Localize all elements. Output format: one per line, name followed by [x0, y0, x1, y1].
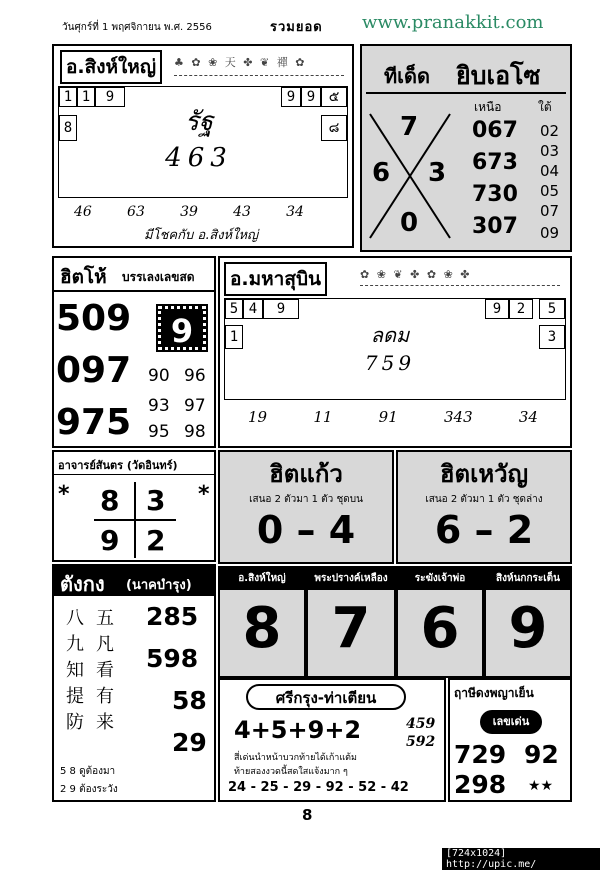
sikrung-panel — [218, 678, 446, 802]
expert-4-name: สิงห์นกกระเต็น — [486, 568, 570, 590]
tangkong-value-4: 29 — [172, 728, 207, 757]
sunthon-cell-2: 3 — [146, 484, 166, 517]
mahasubin-side-right: 3 — [539, 325, 565, 349]
hidho-panel — [52, 256, 216, 448]
singyai-num-3: 39 — [180, 204, 198, 220]
tangkong-note-1: 5 8 ดูต้องมา — [60, 766, 116, 777]
singyai-tr-2: 9 — [301, 87, 321, 107]
tangkong-note-2: 2 9 ต้องระวัง — [60, 784, 118, 795]
mahasubin-number: 759 — [364, 351, 416, 375]
ruesi-line1b: 92 — [524, 740, 559, 769]
tided-panel — [360, 44, 572, 252]
singyai-num-2: 63 — [127, 204, 145, 220]
mahasubin-num-1: 19 — [248, 408, 268, 426]
hitkhwan-title: ฮิตเหวัญ — [439, 460, 529, 488]
mahasubin-tr-1: 9 — [485, 299, 509, 319]
hidho-subtitle: บรรเลงเลขสด — [122, 270, 195, 284]
singyai-decor: ♣ ✿ ❀ 天 ✤ ❦ 禪 ✿ — [174, 54, 344, 76]
tangkong-cl-2: 九 — [66, 634, 84, 655]
hitkaew-title: ฮิตแก้ว — [269, 460, 343, 488]
sunthon-cell-3: 9 — [100, 524, 120, 557]
watermark[interactable]: [724x1024] http://upic.me/ — [442, 848, 600, 870]
header-website[interactable]: www.pranakkit.com — [362, 12, 544, 33]
singyai-panel — [52, 44, 354, 248]
sikrung-side-1: 459 — [406, 716, 436, 732]
hidho-pair-2b: 97 — [184, 396, 206, 416]
mahasubin-panel — [218, 256, 572, 448]
tided-south-2: 03 — [540, 142, 560, 160]
singyai-footer: มีโชคกับ อ.สิงห์ใหญ่ — [144, 228, 259, 243]
tided-divider — [366, 92, 566, 94]
mahasubin-num-3: 91 — [378, 408, 398, 426]
tided-north-4: 307 — [472, 214, 518, 239]
hidho-pair-3a: 95 — [148, 422, 170, 442]
sunthon-star-left: * — [58, 482, 70, 507]
sunthon-panel — [52, 450, 216, 562]
expert-1 — [218, 566, 306, 678]
header-date: วันศุกร์ที่ 1 พฤศจิกายน พ.ศ. 2556 — [62, 22, 212, 33]
mahasubin-tr-2: 2 — [509, 299, 533, 319]
singyai-title: อ.สิงห์ใหญ่ — [60, 50, 162, 84]
singyai-side-left: 8 — [59, 115, 77, 141]
hitkhwan-subtitle: เสนอ 2 ตัวมา 1 ตัว ชุดล่าง — [425, 494, 543, 505]
mahasubin-num-5: 34 — [518, 408, 538, 426]
expert-2-name: พระปรางค์เหลือง — [308, 568, 394, 590]
ruesi-badge: เลขเด่น — [480, 710, 542, 734]
sikrung-note-1: สี่เด่นนำหน้าบวกท้ายได้เก้าแต้ม — [234, 753, 357, 763]
mahasubin-word: ลดม — [370, 323, 410, 347]
tangkong-panel — [52, 564, 216, 802]
hidho-pair-3b: 98 — [184, 422, 206, 442]
tangkong-cr-4: 有 — [96, 686, 114, 707]
tangkong-title: ตังกง — [60, 572, 105, 596]
tided-north-3: 730 — [472, 182, 518, 207]
singyai-tl-1: 1 — [59, 87, 77, 107]
hitkaew-value: 0 – 4 — [256, 508, 356, 552]
sikrung-formula: 4+5+9+2 — [234, 716, 362, 744]
tangkong-value-3: 58 — [172, 686, 207, 715]
mahasubin-tr-3: 5 — [539, 299, 565, 319]
tangkong-cl-5: 防 — [66, 712, 84, 733]
expert-4 — [484, 566, 572, 678]
tangkong-cl-4: 提 — [66, 686, 84, 707]
tided-south-6: 09 — [540, 224, 560, 242]
hitkaew-subtitle: เสนอ 2 ตัวมา 1 ตัว ชุดบน — [249, 494, 363, 505]
expert-1-name: อ.สิงห์ใหญ่ — [220, 568, 304, 590]
tided-south-1: 02 — [540, 122, 560, 140]
expert-1-digit: 8 — [242, 596, 282, 661]
tided-north-2: 673 — [472, 150, 518, 175]
tangkong-cr-2: 凡 — [96, 634, 114, 655]
tided-south-3: 04 — [540, 162, 560, 180]
sunthon-title: อาจารย์สันตร (วัดอินทร์) — [58, 459, 178, 472]
mahasubin-num-4: 343 — [443, 408, 473, 426]
singyai-tr-1: 9 — [281, 87, 301, 107]
ruesi-line2: 298 — [454, 770, 507, 799]
singyai-numbers — [74, 204, 344, 220]
tided-north-1: 067 — [472, 118, 518, 143]
singyai-number: 463 — [165, 143, 233, 173]
tided-title-right: ยิบเอโซ — [456, 61, 541, 90]
singyai-word: รัฐ — [184, 107, 214, 137]
tided-col-south: ใต้ — [538, 100, 552, 114]
hitkhwan-panel — [396, 450, 572, 564]
mahasubin-tl-3: 9 — [263, 299, 299, 319]
singyai-side-right: ๘ — [321, 115, 347, 141]
ruesi-title: ฤาษีดงพญาเย็น — [454, 686, 534, 700]
expert-3 — [396, 566, 484, 678]
hitkaew-panel — [218, 450, 394, 564]
hidho-main-3: 975 — [56, 402, 132, 443]
singyai-tl-3: 9 — [95, 87, 125, 107]
hidho-pair-2a: 93 — [148, 396, 170, 416]
ruesi-panel — [448, 678, 572, 802]
singyai-grid — [58, 86, 348, 198]
hidho-divider — [54, 290, 214, 292]
tided-x-top: 7 — [400, 112, 419, 142]
hidho-pair-1b: 96 — [184, 366, 206, 386]
sunthon-divider — [54, 474, 214, 475]
mahasubin-side-left: 1 — [225, 325, 243, 349]
tangkong-chinese-left — [66, 606, 84, 736]
header-logo: รวมยอด — [270, 20, 323, 35]
tided-x-left: 6 — [372, 158, 391, 188]
tided-col-north: เหนือ — [474, 100, 502, 114]
tangkong-cr-3: 看 — [96, 660, 114, 681]
sikrung-numbers: 24 - 25 - 29 - 92 - 52 - 42 — [228, 780, 409, 795]
sunthon-cross-h — [94, 519, 176, 521]
mahasubin-num-2: 11 — [313, 408, 333, 426]
expert-4-digit: 9 — [508, 596, 548, 661]
hidho-main-1: 509 — [56, 298, 132, 339]
hidho-pair-1a: 90 — [148, 366, 170, 386]
page-number: 8 — [302, 806, 313, 824]
sunthon-cell-1: 8 — [100, 484, 120, 517]
mahasubin-title: อ.มหาสุบิน — [224, 262, 327, 296]
tided-title-left: ทีเด็ด — [384, 64, 430, 88]
sikrung-note-2: ท้ายสองงวดนี้สดใสแจ้งมาก ๆ — [234, 767, 348, 777]
singyai-tr-3: ๕ — [321, 87, 347, 107]
tangkong-subtitle: (นาคบำรุง) — [126, 578, 192, 593]
expert-3-digit: 6 — [420, 596, 460, 661]
ruesi-line1a: 729 — [454, 740, 507, 769]
sikrung-side-2: 592 — [406, 734, 436, 750]
tangkong-cl-1: 八 — [66, 608, 84, 629]
singyai-num-1: 46 — [74, 204, 92, 220]
expert-3-name: ระฆังเจ้าพ่อ — [398, 568, 482, 590]
experts-row — [218, 566, 572, 678]
tangkong-cl-3: 知 — [66, 660, 84, 681]
tided-south-4: 05 — [540, 182, 560, 200]
sunthon-star-right: * — [198, 482, 210, 507]
mahasubin-tl-1: 5 — [225, 299, 243, 319]
tangkong-cr-1: 五 — [96, 608, 114, 629]
expert-2-digit: 7 — [331, 596, 371, 661]
mahasubin-tl-2: 4 — [243, 299, 263, 319]
sunthon-cell-4: 2 — [146, 524, 166, 557]
tided-x-right: 3 — [428, 158, 447, 188]
tangkong-value-1: 285 — [146, 602, 199, 631]
hidho-stamp: 9 — [158, 306, 206, 350]
ruesi-stars: ★★ — [528, 778, 554, 794]
hitkhwan-value: 6 – 2 — [434, 508, 534, 552]
hidho-title: ฮิตโห้ — [60, 266, 107, 288]
expert-2 — [306, 566, 396, 678]
mahasubin-decor: ✿ ❀ ❦ ✤ ✿ ❀ ✤ — [360, 268, 560, 286]
tided-south-5: 07 — [540, 202, 560, 220]
singyai-tl-2: 1 — [77, 87, 95, 107]
singyai-num-5: 34 — [286, 204, 304, 220]
sikrung-title: ศรีกรุง-ท่าเตียน — [246, 684, 406, 710]
tided-x-bottom: 0 — [400, 208, 419, 238]
tangkong-cr-5: 来 — [96, 712, 114, 733]
tangkong-value-2: 598 — [146, 644, 199, 673]
tangkong-chinese-right — [96, 606, 114, 736]
mahasubin-grid — [224, 298, 566, 400]
hidho-main-2: 097 — [56, 350, 132, 391]
mahasubin-numbers — [248, 408, 538, 426]
singyai-num-4: 43 — [233, 204, 251, 220]
